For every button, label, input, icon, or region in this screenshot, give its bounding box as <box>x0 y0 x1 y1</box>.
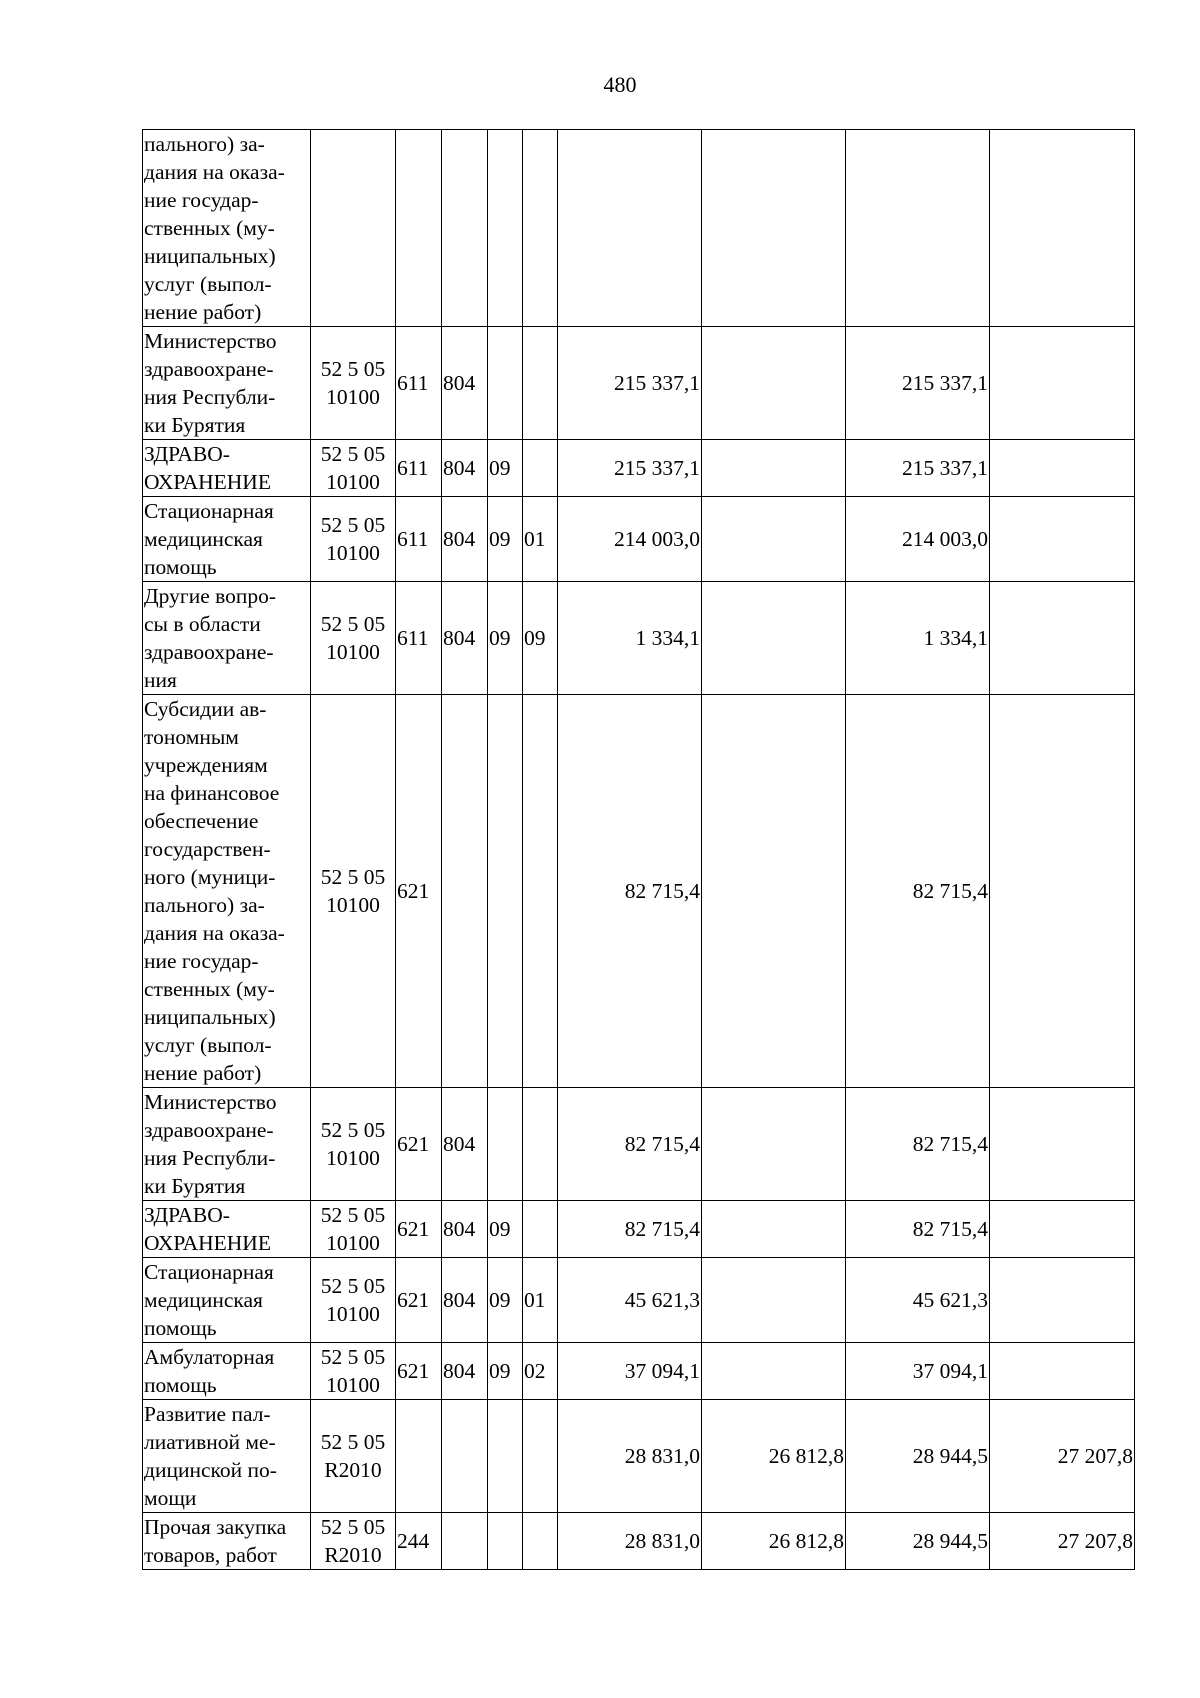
row-name-line: Амбулаторная <box>144 1345 275 1369</box>
row-amount-4 <box>990 695 1135 1088</box>
row-amount-1: 28 831,0 <box>558 1513 702 1570</box>
row-amount-2 <box>702 497 846 582</box>
row-admin-code: 804 <box>442 497 488 582</box>
row-name-line: ниципальных) <box>144 244 276 268</box>
row-amount-4: 27 207,8 <box>990 1400 1135 1513</box>
row-target-code-line: 52 5 05 <box>320 513 386 537</box>
row-target-code-line: 52 5 05 <box>320 357 386 381</box>
row-target-code <box>311 1088 396 1201</box>
row-target-code-line: 10100 <box>326 640 380 664</box>
row-amount-1: 28 831,0 <box>558 1400 702 1513</box>
table-row <box>143 695 1135 1088</box>
row-amount-2 <box>702 130 846 327</box>
row-name-line: Стационарная <box>144 1260 274 1284</box>
row-name <box>143 1343 311 1400</box>
row-name-line: пального) за- <box>144 893 265 917</box>
row-target-code <box>311 327 396 440</box>
row-target-code-line: 10100 <box>326 385 380 409</box>
row-amount-1: 215 337,1 <box>558 327 702 440</box>
row-name-line: ственных (му- <box>144 977 275 1001</box>
row-expense-type <box>396 130 442 327</box>
row-amount-2 <box>702 582 846 695</box>
budget-table <box>142 129 1135 1570</box>
row-target-code-line: 10100 <box>326 893 380 917</box>
row-amount-3: 28 944,5 <box>846 1400 990 1513</box>
row-amount-1: 214 003,0 <box>558 497 702 582</box>
row-section: 09 <box>488 582 523 695</box>
table-row <box>143 497 1135 582</box>
row-expense-type: 621 <box>396 695 442 1088</box>
row-name-line: здравоохране- <box>144 357 274 381</box>
row-amount-3: 215 337,1 <box>846 440 990 497</box>
row-name <box>143 1400 311 1513</box>
table-row <box>143 1201 1135 1258</box>
table-row <box>143 582 1135 695</box>
page-number: 480 <box>603 72 637 97</box>
row-target-code-line: 10100 <box>326 541 380 565</box>
row-amount-3: 45 621,3 <box>846 1258 990 1343</box>
row-name-line: Министерство <box>144 1090 277 1114</box>
row-name-line: дицинской по- <box>144 1458 277 1482</box>
row-target-code-line: 52 5 05 <box>320 865 386 889</box>
row-name <box>143 130 311 327</box>
row-expense-type: 611 <box>396 440 442 497</box>
row-name-line: ния Республи- <box>144 1146 276 1170</box>
table-row <box>143 440 1135 497</box>
row-target-code-line: 52 5 05 <box>320 442 386 466</box>
row-amount-2 <box>702 1088 846 1201</box>
row-name-line: дания на оказа- <box>144 160 285 184</box>
row-amount-3: 82 715,4 <box>846 1201 990 1258</box>
row-name-line: лиативной ме- <box>144 1430 276 1454</box>
row-amount-1: 82 715,4 <box>558 695 702 1088</box>
table-body <box>143 130 1135 1570</box>
row-name <box>143 327 311 440</box>
row-amount-3: 215 337,1 <box>846 327 990 440</box>
row-amount-4 <box>990 130 1135 327</box>
row-name-line: ниципальных) <box>144 1005 276 1029</box>
row-amount-3: 37 094,1 <box>846 1343 990 1400</box>
table-row <box>143 327 1135 440</box>
row-name-line: ОХРАНЕНИЕ <box>144 470 271 494</box>
row-name-line: ки Бурятия <box>144 1174 246 1198</box>
row-target-code <box>311 130 396 327</box>
row-subsection: 01 <box>523 497 558 582</box>
row-name-line: Министерство <box>144 329 277 353</box>
row-target-code <box>311 695 396 1088</box>
row-name-line: услуг (выпол- <box>144 1033 272 1057</box>
row-target-code-line: 10100 <box>326 470 380 494</box>
row-section <box>488 327 523 440</box>
row-expense-type: 621 <box>396 1088 442 1201</box>
row-expense-type <box>396 1400 442 1513</box>
row-name-line: ния Республи- <box>144 385 276 409</box>
row-expense-type: 244 <box>396 1513 442 1570</box>
row-name-line: мощи <box>144 1486 197 1510</box>
row-name-line: государствен- <box>144 837 271 861</box>
row-name-line: пального) за- <box>144 132 265 156</box>
row-name <box>143 497 311 582</box>
row-name-line: тономным <box>144 725 239 749</box>
row-name <box>143 1201 311 1258</box>
row-target-code <box>311 497 396 582</box>
row-name <box>143 1088 311 1201</box>
row-name-line: ние государ- <box>144 188 259 212</box>
row-target-code-line: 10100 <box>326 1146 380 1170</box>
row-name-line: здравоохране- <box>144 640 274 664</box>
row-admin-code: 804 <box>442 440 488 497</box>
row-amount-4 <box>990 497 1135 582</box>
row-name-line: помощь <box>144 1373 217 1397</box>
row-amount-3 <box>846 130 990 327</box>
row-target-code <box>311 440 396 497</box>
row-name-line: помощь <box>144 555 217 579</box>
table-row <box>143 1258 1135 1343</box>
row-name <box>143 440 311 497</box>
row-admin-code <box>442 1400 488 1513</box>
row-subsection: 09 <box>523 582 558 695</box>
row-amount-1: 37 094,1 <box>558 1343 702 1400</box>
row-admin-code: 804 <box>442 1201 488 1258</box>
row-subsection <box>523 1400 558 1513</box>
row-name-line: помощь <box>144 1316 217 1340</box>
row-subsection <box>523 130 558 327</box>
row-name-line: здравоохране- <box>144 1118 274 1142</box>
row-target-code-line: 10100 <box>326 1231 380 1255</box>
row-admin-code: 804 <box>442 582 488 695</box>
row-expense-type: 611 <box>396 327 442 440</box>
row-admin-code <box>442 130 488 327</box>
row-admin-code <box>442 695 488 1088</box>
row-amount-2 <box>702 327 846 440</box>
row-name <box>143 695 311 1088</box>
row-name-line: медицинская <box>144 1288 263 1312</box>
row-target-code-line: R2010 <box>324 1543 382 1567</box>
table-row <box>143 130 1135 327</box>
row-name-line: Субсидии ав- <box>144 697 267 721</box>
row-amount-1 <box>558 130 702 327</box>
row-amount-4 <box>990 327 1135 440</box>
row-subsection: 01 <box>523 1258 558 1343</box>
row-section <box>488 1513 523 1570</box>
row-admin-code <box>442 1513 488 1570</box>
row-name-line: сы в области <box>144 612 261 636</box>
row-name-line: Стационарная <box>144 499 274 523</box>
row-amount-2 <box>702 1258 846 1343</box>
row-amount-4 <box>990 1201 1135 1258</box>
row-amount-3: 214 003,0 <box>846 497 990 582</box>
row-amount-2: 26 812,8 <box>702 1513 846 1570</box>
row-admin-code: 804 <box>442 327 488 440</box>
row-section <box>488 1088 523 1201</box>
row-amount-4 <box>990 1088 1135 1201</box>
row-subsection <box>523 1088 558 1201</box>
row-amount-2 <box>702 695 846 1088</box>
row-amount-3: 82 715,4 <box>846 695 990 1088</box>
row-subsection <box>523 695 558 1088</box>
row-name-line: ного (муници- <box>144 865 276 889</box>
row-admin-code: 804 <box>442 1343 488 1400</box>
row-name-line: Развитие пал- <box>144 1402 271 1426</box>
row-name-line: нение работ) <box>144 1061 262 1085</box>
row-amount-1: 82 715,4 <box>558 1088 702 1201</box>
row-expense-type: 611 <box>396 497 442 582</box>
row-expense-type: 621 <box>396 1201 442 1258</box>
row-amount-3: 1 334,1 <box>846 582 990 695</box>
row-name-line: дания на оказа- <box>144 921 285 945</box>
row-target-code-line: 10100 <box>326 1302 380 1326</box>
row-section: 09 <box>488 1258 523 1343</box>
row-amount-1: 1 334,1 <box>558 582 702 695</box>
row-target-code <box>311 1343 396 1400</box>
row-section: 09 <box>488 1343 523 1400</box>
row-amount-4 <box>990 582 1135 695</box>
row-name-line: на финансовое <box>144 781 280 805</box>
table-row <box>143 1400 1135 1513</box>
row-name-line: Другие вопро- <box>144 584 277 608</box>
table-row <box>143 1343 1135 1400</box>
row-expense-type: 621 <box>396 1343 442 1400</box>
table-row <box>143 1513 1135 1570</box>
row-amount-2: 26 812,8 <box>702 1400 846 1513</box>
row-target-code <box>311 1258 396 1343</box>
row-expense-type: 611 <box>396 582 442 695</box>
table-row <box>143 1088 1135 1201</box>
row-amount-4: 27 207,8 <box>990 1513 1135 1570</box>
row-name-line: ния <box>144 668 177 692</box>
row-name-line: Прочая закупка <box>144 1515 287 1539</box>
row-name-line: нение работ) <box>144 300 262 324</box>
row-target-code-line: 52 5 05 <box>320 1203 386 1227</box>
row-subsection <box>523 1513 558 1570</box>
row-section: 09 <box>488 440 523 497</box>
row-subsection <box>523 440 558 497</box>
row-name <box>143 1258 311 1343</box>
row-target-code-line: 10100 <box>326 1373 380 1397</box>
row-name-line: медицинская <box>144 527 263 551</box>
row-admin-code: 804 <box>442 1258 488 1343</box>
row-name <box>143 582 311 695</box>
row-target-code-line: 52 5 05 <box>320 1515 386 1539</box>
row-amount-1: 215 337,1 <box>558 440 702 497</box>
row-name-line: услуг (выпол- <box>144 272 272 296</box>
row-name-line: ЗДРАВО- <box>144 1203 230 1227</box>
row-amount-2 <box>702 440 846 497</box>
row-name-line: ственных (му- <box>144 216 275 240</box>
row-admin-code: 804 <box>442 1088 488 1201</box>
row-amount-1: 45 621,3 <box>558 1258 702 1343</box>
row-target-code-line: 52 5 05 <box>320 1274 386 1298</box>
row-target-code-line: 52 5 05 <box>320 1430 386 1454</box>
row-amount-4 <box>990 1343 1135 1400</box>
row-name <box>143 1513 311 1570</box>
row-target-code <box>311 1400 396 1513</box>
row-name-line: товаров, работ <box>144 1543 277 1567</box>
row-target-code <box>311 1513 396 1570</box>
row-amount-4 <box>990 440 1135 497</box>
row-expense-type: 621 <box>396 1258 442 1343</box>
row-target-code-line: R2010 <box>324 1458 382 1482</box>
row-subsection <box>523 1201 558 1258</box>
row-target-code <box>311 582 396 695</box>
row-section: 09 <box>488 497 523 582</box>
row-amount-4 <box>990 1258 1135 1343</box>
row-section <box>488 130 523 327</box>
row-name-line: учреждениям <box>144 753 268 777</box>
row-subsection: 02 <box>523 1343 558 1400</box>
row-target-code <box>311 1201 396 1258</box>
row-amount-1: 82 715,4 <box>558 1201 702 1258</box>
row-target-code-line: 52 5 05 <box>320 1345 386 1369</box>
row-name-line: обеспечение <box>144 809 259 833</box>
row-target-code-line: 52 5 05 <box>320 1118 386 1142</box>
row-section <box>488 1400 523 1513</box>
row-subsection <box>523 327 558 440</box>
row-amount-3: 82 715,4 <box>846 1088 990 1201</box>
row-amount-3: 28 944,5 <box>846 1513 990 1570</box>
row-name-line: ОХРАНЕНИЕ <box>144 1231 271 1255</box>
row-amount-2 <box>702 1343 846 1400</box>
row-target-code-line: 52 5 05 <box>320 612 386 636</box>
row-amount-2 <box>702 1201 846 1258</box>
row-name-line: ние государ- <box>144 949 259 973</box>
row-section: 09 <box>488 1201 523 1258</box>
row-name-line: ЗДРАВО- <box>144 442 230 466</box>
row-name-line: ки Бурятия <box>144 413 246 437</box>
row-section <box>488 695 523 1088</box>
